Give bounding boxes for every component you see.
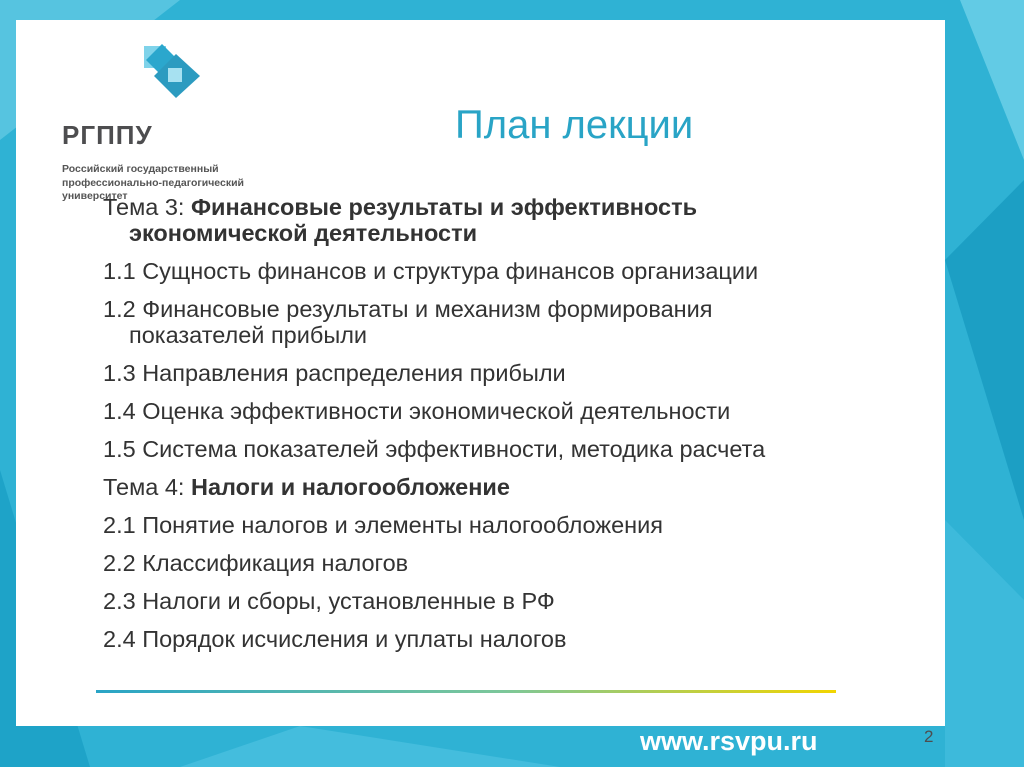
topic-prefix: Тема 4: bbox=[103, 474, 191, 500]
logo-subtitle-line: Российский государственный bbox=[62, 163, 219, 175]
page-number: 2 bbox=[924, 727, 934, 746]
logo-subtitle-line: профессионально-педагогический bbox=[62, 176, 244, 189]
list-item: 1.4 Оценка эффективности экономической деятельности bbox=[103, 398, 731, 424]
list-item: 2.1 Понятие налогов и элементы налогообложения bbox=[103, 512, 663, 538]
list-item-continuation: показателей прибыли bbox=[129, 322, 368, 348]
list-item: 1.1 Сущность финансов и структура финансов организации bbox=[103, 258, 759, 284]
topic-name: Налоги и налогообложение bbox=[191, 474, 510, 500]
topic-name: Финансовые результаты и эффективность bbox=[191, 194, 698, 220]
logo-name: РГППУ bbox=[62, 120, 153, 150]
university-logo bbox=[60, 40, 290, 202]
topic-3-heading bbox=[103, 194, 923, 246]
list-item: 2.2 Классификация налогов bbox=[103, 550, 409, 576]
list-item: 2.4 Порядок исчисления и уплаты налогов bbox=[103, 626, 567, 652]
list-item: 1.3 Направления распределения прибыли bbox=[103, 360, 566, 386]
list-item-text: 1.2 Финансовые результаты и механизм формирования bbox=[103, 296, 713, 322]
slide-title: План лекции bbox=[455, 103, 694, 147]
logo-diamond-icon bbox=[122, 40, 202, 100]
lecture-plan-list bbox=[103, 194, 923, 664]
topic-name-continuation: экономической деятельности bbox=[129, 220, 478, 246]
topic-4-heading bbox=[103, 474, 923, 500]
logo-subtitle-line: университет bbox=[62, 190, 128, 202]
divider-line bbox=[96, 690, 836, 694]
list-item bbox=[103, 296, 923, 348]
list-item: 1.5 Система показателей эффективности, методика расчета bbox=[103, 436, 766, 462]
website-link[interactable]: www.rsvpu.ru bbox=[640, 726, 818, 756]
topic-prefix: Тема 3: bbox=[103, 194, 191, 220]
list-item: 2.3 Налоги и сборы, установленные в РФ bbox=[103, 588, 555, 614]
